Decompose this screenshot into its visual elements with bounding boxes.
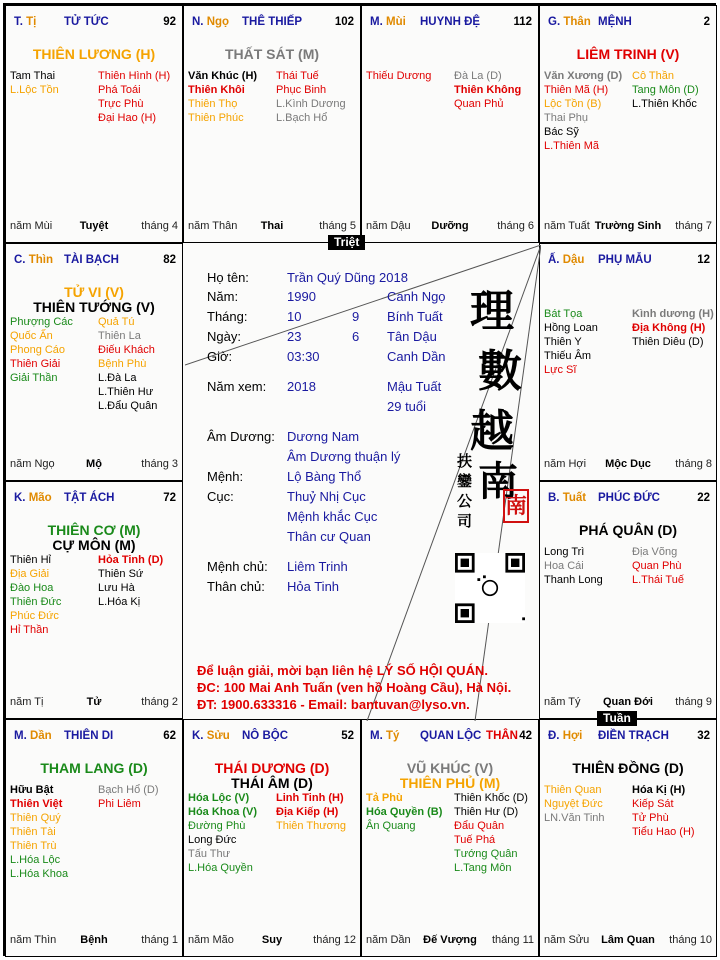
palace-number: 12 <box>697 254 710 266</box>
star-item: Thiên Đức <box>10 596 62 608</box>
footer-phase: Quan Đới <box>603 696 653 708</box>
info-row <box>207 559 348 574</box>
palace-name: PHÚC ĐỨC <box>598 492 660 504</box>
palace-name: TẬT ÁCH <box>64 492 115 504</box>
info-value: 10 <box>287 309 302 324</box>
palace-position: C. Thìn <box>14 254 53 266</box>
info-row <box>207 379 442 394</box>
star-item: Văn Khúc (H) <box>188 70 258 82</box>
footer-year: năm Ngọ <box>10 458 55 470</box>
star-item: Hữu Bật <box>10 784 54 796</box>
palace-position: M. Dần <box>14 730 52 742</box>
info-value: 6 <box>352 329 360 344</box>
footer-year: năm Mùi <box>10 220 53 232</box>
footer-month: tháng 11 <box>491 934 534 946</box>
star-item: L.Thiên Mã <box>544 140 600 152</box>
star-item: L.Hóa Lộc <box>10 854 61 866</box>
contact-line: Để luận giải, mời bạn liên hệ LÝ SỐ HỘI QUÁN. <box>197 663 488 678</box>
star-item: Hồng Loan <box>544 322 598 334</box>
info-value: 03:30 <box>287 349 320 364</box>
star-item: Thai Phụ <box>544 112 589 124</box>
info-value: Tân Dậu <box>387 329 437 344</box>
star-item: L.Bạch Hổ <box>276 112 328 124</box>
palace-footer <box>366 220 534 234</box>
star-item: Hoa Cái <box>544 560 584 572</box>
seal-text: 扶 <box>457 452 473 470</box>
star-item: Bát Tọa <box>544 308 583 320</box>
star-item: Đào Hoa <box>10 582 54 594</box>
palace-cell-hoi <box>539 719 717 957</box>
footer-phase: Thai <box>260 220 284 232</box>
star-item: Hỉ Thần <box>10 624 49 636</box>
seal-text: 司 <box>457 512 473 530</box>
red-seal: 南 <box>503 489 529 523</box>
horoscope-chart <box>3 3 716 956</box>
star-item: L.Hóa Kị <box>98 596 141 608</box>
star-item: Hóa Kị (H) <box>632 784 686 796</box>
main-star: VŨ KHÚC (V) <box>406 760 494 776</box>
palace-cell-mui <box>361 5 539 243</box>
info-label: Ngày: <box>207 329 241 344</box>
footer-month: tháng 5 <box>319 220 356 232</box>
palace-number: 62 <box>163 730 176 742</box>
palace-footer <box>544 458 712 472</box>
star-item: Thiếu Âm <box>544 350 592 362</box>
minor-stars-left <box>188 69 276 125</box>
palace-footer <box>188 934 356 948</box>
minor-stars-right <box>98 553 182 609</box>
star-item: Đẩu Quân <box>454 820 505 832</box>
footer-year: năm Hợi <box>544 458 587 470</box>
footer-year: năm Sửu <box>544 934 590 946</box>
star-item: L.Hóa Khoa <box>10 868 69 880</box>
main-star: LIÊM TRINH (V) <box>576 46 680 62</box>
info-value: Liêm Trinh <box>287 559 348 574</box>
footer-year: năm Tị <box>10 696 44 708</box>
star-item: Tử Phù <box>632 812 669 824</box>
star-item: Thiên Mã (H) <box>544 84 609 96</box>
calligraphy-char: 南 <box>478 458 518 505</box>
minor-stars-right <box>454 791 538 875</box>
palace-cell-dan <box>5 719 183 957</box>
star-item: Tang Môn (D) <box>632 84 699 96</box>
palace-number: 102 <box>334 16 354 28</box>
star-item: Quốc Ấn <box>10 330 53 342</box>
minor-stars-right <box>98 315 182 413</box>
palace-number: 112 <box>513 16 532 28</box>
star-item: Văn Xương (D) <box>544 70 623 82</box>
minor-stars-right <box>632 69 716 111</box>
star-item: L.Thiên Hư <box>98 386 154 398</box>
info-label: Tháng: <box>207 309 248 324</box>
palace-position: M. Tý <box>370 730 400 742</box>
star-item: Phục Binh <box>276 84 327 96</box>
star-item: Quan Phủ <box>454 98 504 110</box>
minor-stars-left <box>544 783 632 825</box>
main-star: THIÊN TƯỚNG (V) <box>33 299 155 315</box>
palace-cell-suu <box>183 719 361 957</box>
qr-code <box>455 553 525 623</box>
palace-footer <box>366 934 534 948</box>
main-star: THIÊN LƯƠNG (H) <box>32 46 156 62</box>
palace-name: QUAN LỘC <box>420 730 482 742</box>
footer-phase: Bệnh <box>80 934 108 946</box>
palace-cell-than <box>539 5 717 243</box>
footer-phase: Dưỡng <box>431 220 469 232</box>
star-item: Ân Quang <box>366 820 416 832</box>
minor-stars-left <box>544 69 632 153</box>
palace-name: TỬ TỨC <box>64 16 109 28</box>
star-item: Tiểu Hao (H) <box>632 826 695 838</box>
star-item: Thiên Giải <box>10 358 61 370</box>
star-item: Hóa Lộc (V) <box>188 792 250 804</box>
main-star: THẤT SÁT (M) <box>224 46 320 62</box>
star-item: Thanh Long <box>544 574 603 586</box>
star-item: Thiếu Dương <box>366 70 432 82</box>
star-item: L.Thái Tuế <box>632 574 684 586</box>
star-item: Tam Thai <box>10 70 56 82</box>
info-value: 2018 <box>287 379 316 394</box>
palace-footer <box>544 696 712 710</box>
main-star: THÁI ÂM (D) <box>231 775 313 791</box>
info-value: Thuỷ Nhị Cục <box>287 489 366 504</box>
info-label: Âm Dương: <box>207 429 275 444</box>
palace-cell-thin <box>5 243 183 481</box>
main-star: TỬ VI (V) <box>64 284 124 300</box>
star-item: Thiên Hình (H) <box>98 70 171 82</box>
palace-position: M. Mùi <box>370 16 406 28</box>
palace-name: THÊ THIẾP <box>242 16 303 28</box>
footer-month: tháng 1 <box>141 934 178 946</box>
star-item: Giải Thần <box>10 372 58 384</box>
palace-name: MỆNH <box>598 16 632 28</box>
star-item: Lực Sĩ <box>544 364 577 376</box>
footer-year: năm Tý <box>544 696 581 708</box>
star-item: Quan Phù <box>632 560 682 572</box>
star-item: Thiên Tài <box>10 826 56 838</box>
star-item: Hóa Quyền (B) <box>366 806 443 818</box>
info-label: Mệnh chủ: <box>207 559 268 574</box>
star-item: Thiên Thọ <box>188 98 238 110</box>
main-star: THAM LANG (D) <box>40 760 148 776</box>
minor-stars-left <box>188 791 276 875</box>
palace-footer <box>188 220 356 234</box>
palace-number: 2 <box>703 16 710 28</box>
star-item: Quả Tú <box>98 316 135 328</box>
info-value: Hỏa Tinh <box>287 579 340 594</box>
star-item: Đường Phù <box>188 820 246 832</box>
star-item: Thiên Trù <box>10 840 57 852</box>
palace-number: 42 <box>519 730 532 742</box>
seal-text: 鑾 <box>457 472 473 490</box>
footer-phase: Mộc Dục <box>605 458 651 470</box>
palace-number: 82 <box>163 254 176 266</box>
calligraphy-char: 數 <box>478 346 522 397</box>
footer-year: năm Mão <box>188 934 234 946</box>
star-item: Phong Cáo <box>10 344 66 356</box>
star-item: Phá Toái <box>98 84 141 96</box>
palace-position: T. Tị <box>14 16 37 28</box>
star-item: Điếu Khách <box>98 344 155 356</box>
star-item: Thái Tuế <box>276 70 319 82</box>
star-item: L.Tang Môn <box>454 862 512 874</box>
palace-footer <box>544 934 712 948</box>
palace-cell-ty <box>361 719 539 957</box>
minor-stars-right <box>98 69 182 125</box>
footer-phase: Đế Vượng <box>423 934 477 946</box>
info-value: Canh Dần <box>387 349 446 364</box>
star-item: Lưu Hà <box>98 582 135 594</box>
info-label: Năm xem: <box>207 379 267 394</box>
star-item: Phúc Đức <box>10 610 59 622</box>
footer-phase: Mộ <box>86 458 102 470</box>
star-item: Long Đức <box>188 834 237 846</box>
minor-stars-left <box>544 545 632 587</box>
triet-marker: Triệt <box>328 235 365 250</box>
info-row <box>207 309 443 324</box>
palace-footer <box>544 220 712 234</box>
info-row <box>207 329 437 344</box>
info-row <box>207 429 360 444</box>
minor-stars-right <box>632 545 716 587</box>
minor-stars-left <box>366 791 454 833</box>
minor-stars-left <box>10 553 98 637</box>
than-marker: THÂN <box>486 730 518 742</box>
star-item: Thiên Diêu (D) <box>632 336 704 348</box>
palace-position: Ấ. Dậu <box>548 254 585 266</box>
info-row <box>207 270 408 285</box>
footer-phase: Tử <box>86 696 102 708</box>
footer-month: tháng 10 <box>669 934 712 946</box>
star-item: L.Thiên Khốc <box>632 98 697 110</box>
star-item: Thiên Y <box>544 336 582 348</box>
minor-stars-right <box>276 69 360 125</box>
main-star: THÁI DƯƠNG (D) <box>214 760 330 776</box>
footer-month: tháng 8 <box>675 458 712 470</box>
footer-phase: Suy <box>261 934 283 946</box>
info-label: Năm: <box>207 289 239 304</box>
contact-phone-email: ĐT: 1900.633316 - Email: bantuvan@lyso.vn. <box>197 697 470 712</box>
minor-stars-right <box>98 783 182 811</box>
info-value: Âm Dương thuận lý <box>287 449 401 464</box>
footer-month: tháng 2 <box>141 696 178 708</box>
star-item: L.Đà La <box>98 372 137 384</box>
main-star: THIÊN CƠ (M) <box>47 522 141 538</box>
palace-footer <box>10 220 178 234</box>
info-value: Canh Ngọ <box>387 289 446 304</box>
info-row <box>207 489 366 504</box>
palace-footer <box>10 458 178 472</box>
star-item: L.Lộc Tồn <box>10 84 59 96</box>
star-item: Nguyệt Đức <box>544 798 603 810</box>
footer-month: tháng 7 <box>675 220 712 232</box>
info-value: Mệnh khắc Cục <box>287 509 378 524</box>
info-value: Dương Nam <box>287 429 360 444</box>
info-label: Cục: <box>207 489 234 504</box>
footer-phase: Trường Sinh <box>594 220 662 232</box>
star-item: Tấu Thư <box>188 848 231 860</box>
star-item: Đà La (D) <box>454 70 502 82</box>
palace-cell-dau <box>539 243 717 481</box>
palace-number: 92 <box>163 16 176 28</box>
info-value: Bính Tuất <box>387 309 443 324</box>
star-item: Hóa Khoa (V) <box>188 806 258 818</box>
star-item: Tuế Phá <box>454 834 496 846</box>
footer-year: năm Thìn <box>10 934 57 946</box>
info-label: Giờ: <box>207 349 233 364</box>
minor-stars-right <box>632 783 716 839</box>
info-row <box>207 349 446 364</box>
star-item: Địa Giải <box>10 568 50 580</box>
palace-footer <box>10 696 178 710</box>
star-item: Địa Kiếp (H) <box>276 806 339 818</box>
footer-month: tháng 3 <box>141 458 178 470</box>
main-star: THIÊN PHỦ (M) <box>399 775 501 791</box>
star-item: Bác Sỹ <box>544 126 579 138</box>
star-item: Thiên Hỉ <box>10 554 51 566</box>
minor-stars-left <box>366 69 454 83</box>
main-star: PHÁ QUÂN (D) <box>579 522 677 538</box>
star-item: Thiên Thương <box>276 820 347 832</box>
palace-name: HUYNH ĐỆ <box>420 16 481 28</box>
star-item: Kiếp Sát <box>632 798 674 810</box>
palace-cell-ngo <box>183 5 361 243</box>
star-item: Bạch Hổ (D) <box>98 784 159 796</box>
star-item: L.Đẩu Quân <box>98 400 158 412</box>
palace-position: B. Tuất <box>548 492 587 504</box>
info-value: Lộ Bàng Thổ <box>287 469 362 484</box>
palace-number: 32 <box>697 730 710 742</box>
footer-phase: Tuyệt <box>79 220 109 232</box>
minor-stars-left <box>544 307 632 377</box>
star-item: Lộc Tồn (B) <box>544 98 602 110</box>
info-row <box>207 579 340 594</box>
footer-month: tháng 4 <box>141 220 178 232</box>
footer-year: năm Thân <box>188 220 238 232</box>
info-row <box>207 289 446 304</box>
star-item: Thiên Quan <box>544 784 602 796</box>
star-item: Địa Võng <box>632 546 678 558</box>
info-label: Mệnh: <box>207 469 244 484</box>
star-item: Đại Hao (H) <box>98 112 157 124</box>
palace-name: THIÊN DI <box>64 730 114 742</box>
star-item: LN.Văn Tinh <box>544 812 605 824</box>
star-item: Thiên Hư (D) <box>454 806 519 818</box>
info-value: Mậu Tuất <box>387 379 442 394</box>
palace-number: 72 <box>163 492 176 504</box>
star-item: Tướng Quân <box>454 848 518 860</box>
star-item: Thiên Khốc (D) <box>454 792 528 804</box>
minor-stars-right <box>276 791 360 833</box>
star-item: Thiên Không <box>454 84 522 96</box>
star-item: Linh Tinh (H) <box>276 792 344 804</box>
palace-position: K. Sửu <box>192 730 230 742</box>
info-value: Thân cư Quan <box>287 529 371 544</box>
calligraphy-char: 越 <box>470 406 514 457</box>
contact-address: ĐC: 100 Mai Anh Tuấn (ven hồ Hoàng Cầu), Hà Nội. <box>197 680 512 695</box>
center-info-panel <box>185 245 541 721</box>
palace-position: Đ. Hợi <box>548 730 583 742</box>
minor-stars-right <box>632 307 716 349</box>
palace-cell-ti <box>5 5 183 243</box>
star-item: Hỏa Tinh (D) <box>98 554 164 566</box>
palace-position: G. Thân <box>548 16 591 28</box>
palace-position: K. Mão <box>14 492 52 504</box>
star-item: L.Kình Dương <box>276 98 346 110</box>
minor-stars-left <box>10 69 98 97</box>
info-value: 23 <box>287 329 302 344</box>
star-item: Long Trì <box>544 546 585 558</box>
footer-month: tháng 12 <box>313 934 356 946</box>
info-label: Thân chủ: <box>207 579 265 594</box>
footer-month: tháng 9 <box>675 696 712 708</box>
star-item: Bệnh Phù <box>98 358 147 370</box>
palace-number: 52 <box>341 730 354 742</box>
footer-year: năm Dậu <box>366 220 411 232</box>
star-item: Cô Thần <box>632 70 674 82</box>
palace-position: N. Ngọ <box>192 16 230 28</box>
star-item: Thiên Khôi <box>188 84 245 96</box>
star-item: Kình dương (H) <box>632 308 714 320</box>
star-item: Thiên La <box>98 330 141 342</box>
star-item: Thiên Việt <box>10 798 63 810</box>
star-item: L.Hóa Quyền <box>188 862 253 874</box>
palace-cell-mao <box>5 481 183 719</box>
info-label: Họ tên: <box>207 270 249 285</box>
main-star: CỰ MÔN (M) <box>52 537 136 553</box>
info-value: 29 tuổi <box>387 399 427 414</box>
minor-stars-right <box>454 69 538 111</box>
footer-phase: Lâm Quan <box>601 934 655 946</box>
footer-month: tháng 6 <box>497 220 534 232</box>
star-item: Trực Phù <box>98 98 144 110</box>
calligraphy-char: 理 <box>470 286 514 337</box>
star-item: Thiên Quý <box>10 812 61 824</box>
star-item: Địa Không (H) <box>632 322 706 334</box>
palace-name: NÔ BỘC <box>242 730 288 742</box>
info-value: 1990 <box>287 289 316 304</box>
info-row <box>207 469 362 484</box>
minor-stars-left <box>10 315 98 385</box>
footer-year: năm Dần <box>366 934 411 946</box>
palace-name: PHỤ MẪU <box>598 254 652 266</box>
info-value: Trần Quý Dũng 2018 <box>287 270 408 285</box>
star-item: Phi Liêm <box>98 798 141 810</box>
footer-year: năm Tuất <box>544 220 590 232</box>
main-star: THIÊN ĐỒNG (D) <box>572 760 684 776</box>
palace-name: TÀI BẠCH <box>64 254 119 266</box>
star-item: Phượng Các <box>10 316 73 328</box>
palace-name: ĐIỀN TRẠCH <box>598 730 669 742</box>
tuan-marker: Tuần <box>597 711 637 726</box>
star-item: Thiên Phúc <box>188 112 244 124</box>
star-item: Tả Phù <box>366 792 403 804</box>
seal-text: 公 <box>457 492 473 510</box>
minor-stars-left <box>10 783 98 881</box>
palace-footer <box>10 934 178 948</box>
palace-cell-tuat <box>539 481 717 719</box>
star-item: Thiên Sứ <box>98 568 144 580</box>
palace-number: 22 <box>697 492 710 504</box>
info-value: 9 <box>352 309 360 324</box>
